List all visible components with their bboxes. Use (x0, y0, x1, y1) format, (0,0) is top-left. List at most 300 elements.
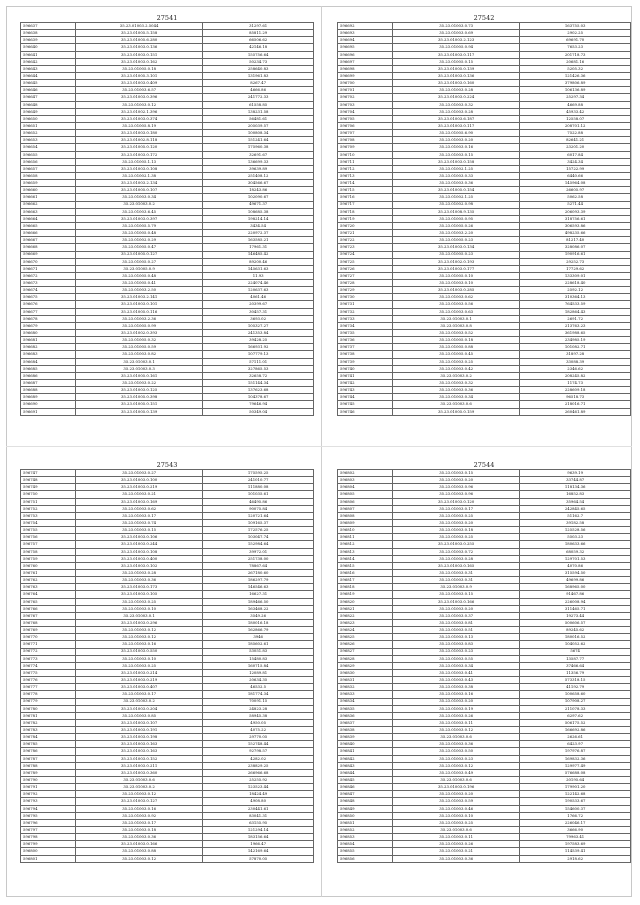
row-id-cell: 596726 (338, 265, 393, 272)
table-row (338, 641, 631, 648)
row-value-cell: 2902.25 (520, 30, 631, 37)
table-row (338, 812, 631, 819)
row-code-cell: 35.23.01003.0.20 (392, 137, 519, 144)
table-row (338, 165, 631, 172)
row-id-cell: 596709 (338, 144, 393, 151)
row-id-cell: 596649 (21, 108, 76, 115)
table-row (21, 569, 314, 576)
row-value-cell: 155756.64 (203, 51, 314, 58)
row-code-cell: 35.23.01003.0.28 (392, 108, 519, 115)
row-value-cell: 328086.07 (520, 244, 631, 251)
row-id-cell: 596724 (338, 251, 393, 258)
row-id-cell: 596832 (338, 684, 393, 691)
row-id-cell: 596669 (21, 251, 76, 258)
row-value-cell: 12558.07 (520, 115, 631, 122)
table-row (21, 215, 314, 222)
row-id-cell: 596663 (21, 208, 76, 215)
row-value-cell: 92798.57 (203, 748, 314, 755)
table-row (21, 641, 314, 648)
row-code-cell: 35.23.01003.0.120 (392, 498, 519, 505)
row-value-cell: 11.93 (203, 272, 314, 279)
row-id-cell: 596714 (338, 180, 393, 187)
table-row (21, 819, 314, 826)
row-id-cell: 596664 (21, 215, 76, 222)
row-code-cell: 35.23.01003.0.26 (392, 712, 519, 719)
row-value-cell: 181774.34 (203, 691, 314, 698)
row-id-cell: 596739 (338, 358, 393, 365)
table-row (21, 337, 314, 344)
row-value-cell: 4061.46 (203, 294, 314, 301)
table-row (338, 477, 631, 484)
row-code-cell: 35.23.01003.0.360 (75, 769, 202, 776)
row-code-cell: 35.23.01003.0.134 (392, 244, 519, 251)
row-id-cell: 596806 (338, 498, 393, 505)
row-value-cell: 506175.52 (520, 719, 631, 726)
table-row (338, 534, 631, 541)
row-code-cell: 35.23.01003.0.73 (392, 23, 519, 30)
row-id-cell: 596770 (21, 634, 76, 641)
table-row (21, 394, 314, 401)
row-id-cell: 596643 (21, 65, 76, 72)
row-code-cell: 35.23.01003.0.25 (75, 598, 202, 605)
table-row (21, 165, 314, 172)
row-value-cell: 5674 (520, 648, 631, 655)
table-row (338, 705, 631, 712)
row-value-cell: 101035.61 (203, 491, 314, 498)
row-id-cell: 596749 (21, 484, 76, 491)
row-code-cell: 35.23.01003.0.211 (75, 762, 202, 769)
row-value-cell: 315594.50 (520, 569, 631, 576)
row-code-cell: 35.23.01008.9.135 (392, 208, 519, 215)
row-code-cell: 35.23.01003.0.105 (75, 591, 202, 598)
row-code-cell: 35.23.01005.0.159 (392, 408, 519, 415)
row-value-cell: 89245.62 (520, 627, 631, 634)
row-id-cell: 596751 (21, 498, 76, 505)
row-id-cell: 596688 (21, 387, 76, 394)
data-table (337, 22, 631, 416)
row-value-cell: 3666.90 (520, 827, 631, 834)
table-row (338, 727, 631, 734)
row-code-cell: 35.23.01003.0.23 (392, 648, 519, 655)
row-code-cell: 35.23.01005.0.47 (75, 244, 202, 251)
row-value-cell: 17961.31 (203, 244, 314, 251)
row-id-cell: 596800 (21, 848, 76, 855)
row-id-cell: 596707 (338, 130, 393, 137)
row-value-cell: 6017.84 (520, 151, 631, 158)
row-id-cell: 596695 (338, 44, 393, 51)
row-value-cell: 180016.18 (203, 619, 314, 626)
row-value-cell: 103047.74 (203, 534, 314, 541)
row-value-cell: 218016.71 (520, 401, 631, 408)
row-id-cell: 596748 (21, 477, 76, 484)
table-row (338, 855, 631, 862)
row-code-cell: 35.23.01003.0.36 (392, 387, 519, 394)
table-row (21, 812, 314, 819)
row-value-cell: 146546.63 (203, 584, 314, 591)
row-code-cell: 35.23.01005.0.45 (392, 351, 519, 358)
row-id-cell: 596783 (21, 727, 76, 734)
row-id-cell: 596853 (338, 834, 393, 841)
row-id-cell: 596671 (21, 265, 76, 272)
table-row (338, 365, 631, 372)
row-value-cell: 20634.35 (203, 677, 314, 684)
table-row (21, 769, 314, 776)
row-id-cell: 596843 (338, 762, 393, 769)
row-value-cell: 104378.67 (203, 394, 314, 401)
row-value-cell: 137623.68 (203, 387, 314, 394)
row-id-cell: 596728 (338, 280, 393, 287)
row-code-cell: 35.23.01003.0.36 (392, 180, 519, 187)
row-code-cell: 35.23.01003.0.16 (75, 641, 202, 648)
row-value-cell: 311465.71 (520, 605, 631, 612)
row-id-cell: 596771 (21, 641, 76, 648)
row-code-cell: 35.23.01003.0.11 (392, 834, 519, 841)
table-row (338, 491, 631, 498)
row-id-cell: 596794 (21, 805, 76, 812)
row-value-cell: 120637.63 (203, 287, 314, 294)
row-value-cell: 160715.84 (203, 662, 314, 669)
row-value-cell: 3434.54 (203, 222, 314, 229)
row-value-cell: 30457.31 (203, 308, 314, 315)
row-id-cell: 596710 (338, 151, 393, 158)
row-value-cell: 3946 (203, 634, 314, 641)
row-id-cell: 596742 (338, 380, 393, 387)
row-value-cell: 106136.89 (520, 87, 631, 94)
row-value-cell: 208245.82 (520, 372, 631, 379)
row-id-cell: 596856 (338, 855, 393, 862)
row-id-cell: 596809 (338, 519, 393, 526)
row-id-cell: 596670 (21, 258, 76, 265)
row-value-cell: 145964.08 (520, 180, 631, 187)
row-value-cell: 6423.97 (520, 741, 631, 748)
table-row (338, 51, 631, 58)
row-value-cell: 111880.08 (203, 484, 314, 491)
row-value-cell: 163468.22 (203, 605, 314, 612)
row-id-cell: 596762 (21, 577, 76, 584)
row-value-cell: 4075.22 (203, 727, 314, 734)
row-code-cell: 35.23.01003.0.49 (392, 769, 519, 776)
row-id-cell: 596683 (21, 351, 76, 358)
table-row (338, 137, 631, 144)
table-row (338, 315, 631, 322)
table-row (338, 777, 631, 784)
table-row (338, 187, 631, 194)
row-code-cell: 35.23.01003.0.8 (392, 322, 519, 329)
row-code-cell: 35.23.01003.0.165 (392, 562, 519, 569)
row-id-cell: 596764 (21, 591, 76, 598)
table-row (21, 322, 314, 329)
row-value-cell: 66506.62 (203, 37, 314, 44)
table-row (21, 512, 314, 519)
row-id-cell: 596745 (338, 401, 393, 408)
row-id-cell: 596691 (21, 408, 76, 415)
row-id-cell: 596788 (21, 762, 76, 769)
row-code-cell: 35.23.01005.0.9 (75, 265, 202, 272)
row-code-cell: 35.23.01005.0.23 (392, 251, 519, 258)
table-row (21, 344, 314, 351)
row-id-cell: 596700 (338, 80, 393, 87)
row-value-cell: 58945.38 (203, 712, 314, 719)
table-row (21, 294, 314, 301)
row-value-cell: 2918.62 (520, 855, 631, 862)
row-code-cell: 35.23.01003.0.25 (392, 534, 519, 541)
table-row (21, 80, 314, 87)
row-value-cell: 211078.33 (520, 705, 631, 712)
row-code-cell: 35.23.01003.0.56 (392, 301, 519, 308)
row-code-cell: 35.23.01005.0.154 (392, 187, 519, 194)
row-id-cell: 596703 (338, 101, 393, 108)
row-id-cell: 596713 (338, 172, 393, 179)
row-code-cell: 35.23.01005.0.26 (392, 222, 519, 229)
row-id-cell: 596803 (338, 477, 393, 484)
row-code-cell: 35.23.01005.0.95 (392, 215, 519, 222)
row-code-cell: 35.23.01003.0.28 (75, 569, 202, 576)
row-code-cell: 35.23.01003.2.141 (75, 294, 202, 301)
table-row (338, 44, 631, 51)
table-row (338, 784, 631, 791)
row-id-cell: 596746 (338, 408, 393, 415)
row-code-cell: 35.23.01003.0.21 (75, 491, 202, 498)
row-code-cell: 35.23.01003.0.18 (75, 827, 202, 834)
table-row (338, 677, 631, 684)
row-id-cell: 596854 (338, 841, 393, 848)
table-row (338, 330, 631, 337)
table-row (21, 37, 314, 44)
row-code-cell: 35.23.01003.0.177 (392, 265, 519, 272)
row-value-cell: 151241.64 (203, 137, 314, 144)
table-row (21, 648, 314, 655)
sheet-title: 27544 (473, 461, 495, 469)
row-value-cell: 175960.38 (203, 144, 314, 151)
row-id-cell: 596736 (338, 337, 393, 344)
row-value-cell: 79963.41 (520, 834, 631, 841)
row-value-cell: 13587.77 (520, 655, 631, 662)
row-value-cell: 89200.46 (203, 258, 314, 265)
row-value-cell: 142169.64 (203, 848, 314, 855)
row-value-cell: 105327.27 (203, 322, 314, 329)
table-row (338, 498, 631, 505)
row-code-cell: 35.23.01003.0.173 (75, 584, 202, 591)
row-value-cell: 51162.7 (520, 512, 631, 519)
row-id-cell: 596834 (338, 698, 393, 705)
row-code-cell: 35.23.01005.0.23 (392, 237, 519, 244)
row-code-cell: 35.23.01002.0.193 (392, 258, 519, 265)
row-id-cell: 596708 (338, 137, 393, 144)
row-id-cell: 596674 (21, 287, 76, 294)
row-id-cell: 596797 (21, 827, 76, 834)
row-code-cell: 35.23.01003.0.31 (392, 577, 519, 584)
row-id-cell: 596696 (338, 51, 393, 58)
row-code-cell: 35.23.01003.0.43 (392, 677, 519, 684)
row-code-cell: 35.23.01003.0.37 (392, 612, 519, 619)
row-value-cell: 15480.83 (203, 655, 314, 662)
row-code-cell: 35.23.01003.0.63 (392, 308, 519, 315)
row-value-cell: 69691.70 (520, 37, 631, 44)
row-value-cell: 121426.36 (520, 72, 631, 79)
row-value-cell: 258640.83 (203, 65, 314, 72)
row-code-cell: 35.23.01003.0.396 (75, 94, 202, 101)
row-code-cell: 35.23.01003.0.62 (75, 505, 202, 512)
table-row (21, 555, 314, 562)
row-code-cell: 35.23.01003.0.13 (392, 634, 519, 641)
row-id-cell: 596685 (21, 365, 76, 372)
row-value-cell: 70091.15 (203, 698, 314, 705)
row-value-cell: 23201.20 (520, 144, 631, 151)
row-code-cell: 35.23.01003.0.9 (392, 584, 519, 591)
row-id-cell: 596796 (21, 819, 76, 826)
row-value-cell: 4666.86 (203, 87, 314, 94)
table-row (338, 484, 631, 491)
row-id-cell: 596666 (21, 230, 76, 237)
row-value-cell: 79646.94 (203, 401, 314, 408)
row-code-cell: 35.23.01003.0.2 (75, 201, 202, 208)
table-row (338, 505, 631, 512)
row-code-cell: 35.23.01003.2.123 (392, 37, 519, 44)
row-code-cell: 35.23.01005.0.48 (75, 272, 202, 279)
table-row (21, 258, 314, 265)
row-code-cell: 35.23.01003.0.72 (392, 548, 519, 555)
table-row (21, 719, 314, 726)
row-value-cell: 123523.44 (203, 784, 314, 791)
row-value-cell: 162866.79 (203, 627, 314, 634)
row-value-cell: 7653.23 (520, 44, 631, 51)
row-code-cell: 35.23.01003.0.20 (392, 519, 519, 526)
row-code-cell: 35.23.01003.0.136 (392, 72, 519, 79)
row-id-cell: 596702 (338, 94, 393, 101)
row-id-cell: 596845 (338, 777, 393, 784)
table-row (338, 762, 631, 769)
row-id-cell: 596660 (21, 187, 76, 194)
row-code-cell: 35.23.01003.0.12 (75, 855, 202, 862)
row-id-cell: 596837 (338, 719, 393, 726)
row-value-cell: 63155.95 (203, 819, 314, 826)
row-value-cell: 102090.67 (203, 194, 314, 201)
table-row (338, 669, 631, 676)
table-row (21, 130, 314, 137)
row-id-cell: 596675 (21, 294, 76, 301)
table-row (338, 848, 631, 855)
row-id-cell: 596647 (21, 94, 76, 101)
row-id-cell: 596781 (21, 712, 76, 719)
row-value-cell: 129977.49 (520, 762, 631, 769)
table-row (21, 172, 314, 179)
row-id-cell: 596711 (338, 158, 393, 165)
row-value-cell: 20399.67 (203, 301, 314, 308)
row-code-cell: 35.23.01003.0.20 (392, 791, 519, 798)
page-divider-horizontal (6, 446, 632, 447)
table-row (338, 30, 631, 37)
row-value-cell: 251408.12 (203, 172, 314, 179)
row-code-cell: 35.23.01002.0.29 (75, 237, 202, 244)
table-row (338, 80, 631, 87)
table-row (338, 115, 631, 122)
row-code-cell: 35.23.01002.1.396 (75, 108, 202, 115)
row-value-cell: 16852.83 (520, 491, 631, 498)
row-code-cell: 35.23.01003.0.1 (75, 358, 202, 365)
row-value-cell: 32658.72 (203, 372, 314, 379)
row-value-cell: 182864.43 (520, 308, 631, 315)
row-value-cell: 166692.86 (520, 727, 631, 734)
row-code-cell: 35.23.01003.0.397 (75, 215, 202, 222)
row-code-cell: 35.23.01003.0.158 (392, 158, 519, 165)
row-value-cell: 241772.33 (203, 94, 314, 101)
row-id-cell: 596734 (338, 322, 393, 329)
row-code-cell: 35.23.01005.0.48 (75, 230, 202, 237)
table-row (338, 798, 631, 805)
table-row (338, 541, 631, 548)
row-code-cell: 35.23.01003.0.163 (75, 741, 202, 748)
row-value-cell: 68059.32 (520, 548, 631, 555)
row-value-cell: 104052.62 (520, 641, 631, 648)
row-id-cell: 596737 (338, 344, 393, 351)
row-value-cell: 61558.85 (203, 101, 314, 108)
row-value-cell: 241010.77 (203, 477, 314, 484)
row-code-cell: 35.23.01003.0.6 (392, 777, 519, 784)
row-id-cell: 596828 (338, 655, 393, 662)
row-value-cell: 228609.18 (520, 387, 631, 394)
row-code-cell: 35.23.01003.0.162 (75, 58, 202, 65)
row-id-cell: 596676 (21, 301, 76, 308)
table-row (338, 151, 631, 158)
table-row (21, 562, 314, 569)
row-id-cell: 596846 (338, 784, 393, 791)
table-row (21, 122, 314, 129)
table-row (21, 401, 314, 408)
table-row (338, 237, 631, 244)
row-value-cell: 49699.86 (520, 577, 631, 584)
row-id-cell: 596759 (21, 555, 76, 562)
row-value-cell: 379806.89 (520, 80, 631, 87)
row-value-cell: 83041.31 (203, 812, 314, 819)
row-code-cell: 35.23.01003.0.196 (392, 784, 519, 791)
table-row (338, 358, 631, 365)
row-id-cell: 596767 (21, 612, 76, 619)
row-code-cell: 35.23.01003.0.180 (75, 130, 202, 137)
row-id-cell: 596801 (21, 855, 76, 862)
row-value-cell: 56481.61 (203, 115, 314, 122)
row-code-cell: 35.23.01005.1.13 (75, 158, 202, 165)
row-value-cell: 91467.86 (520, 591, 631, 598)
table-row (338, 612, 631, 619)
table-row (338, 598, 631, 605)
row-code-cell: 35.23.01005.0.18 (75, 65, 202, 72)
row-id-cell: 596650 (21, 115, 76, 122)
row-id-cell: 596705 (338, 115, 393, 122)
table-row (338, 201, 631, 208)
table-row (338, 562, 631, 569)
row-value-cell: 154600.37 (520, 805, 631, 812)
table-row (21, 727, 314, 734)
row-code-cell: 35.23.01003.0.10 (392, 812, 519, 819)
row-id-cell: 596678 (21, 315, 76, 322)
row-value-cell: 189466.50 (203, 598, 314, 605)
row-id-cell: 596765 (21, 598, 76, 605)
row-value-cell: 2592.12 (520, 287, 631, 294)
row-value-cell: 46532.5 (203, 684, 314, 691)
table-row (21, 577, 314, 584)
row-code-cell: 35.23.01003.0.42 (392, 365, 519, 372)
row-code-cell: 35.23.01005.6.280 (75, 37, 202, 44)
table-row (21, 684, 314, 691)
row-value-cell: 31297.61 (203, 23, 314, 30)
table-row (21, 372, 314, 379)
row-value-cell: 304566.67 (203, 180, 314, 187)
table-row (338, 662, 631, 669)
table-row (338, 698, 631, 705)
table-row (338, 58, 631, 65)
row-value-cell: 85811.29 (203, 30, 314, 37)
row-code-cell: 35.23.01005.0.107 (75, 187, 202, 194)
